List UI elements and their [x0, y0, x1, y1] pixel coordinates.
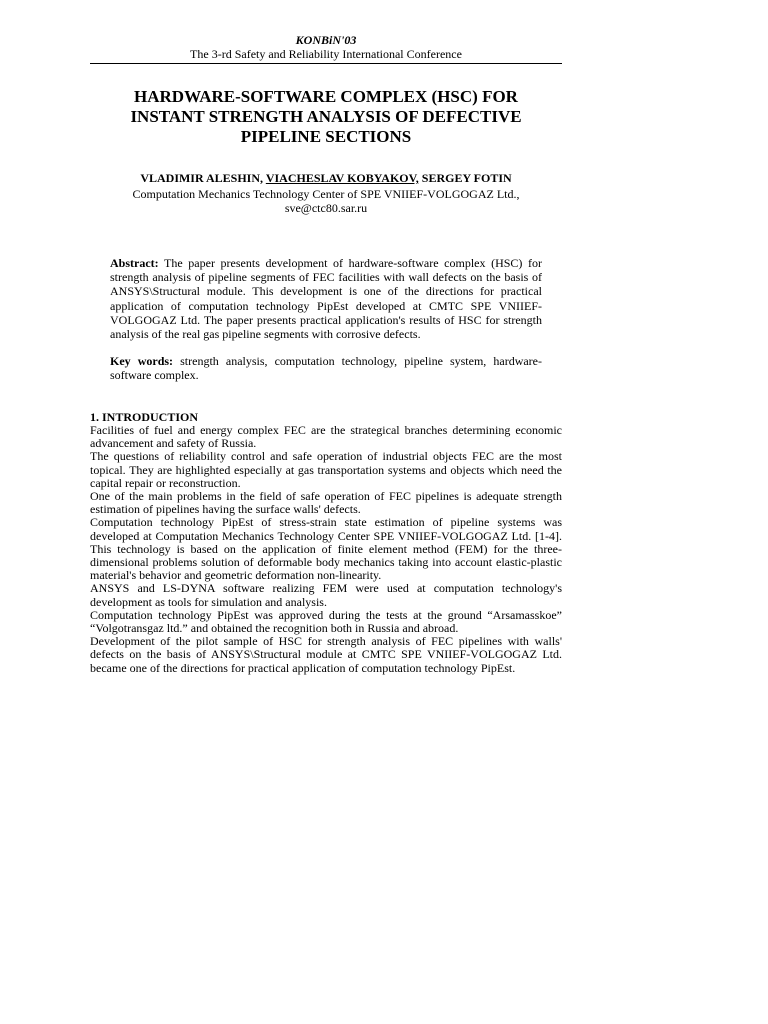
conference-short-name: KONBiN'03 [295, 33, 357, 47]
abstract-label: Abstract: [110, 256, 159, 270]
title-line-2: INSTANT STRENGTH ANALYSIS OF DEFECTIVE [130, 107, 522, 126]
introduction-body [90, 424, 562, 675]
paper-title [90, 87, 562, 147]
body-paragraph: ANSYS and LS-DYNA software realizing FEM were used at computation technology's development as tools for simulation and analysis. [90, 581, 562, 609]
body-paragraph: Computation technology PipEst of stress-strain state estimation of pipeline systems was developed at Computation Mechanics Technology Center SPE VNIIEF-VOLGOGAZ Ltd. [1-4]. This technology is based on the application of finite element method (FEM) for the three-dimensional problems solution of deformable body mechanics taking into account elastic-plastic material's behavior and geometric deformation non-linearity. [90, 515, 562, 583]
header-rule [90, 63, 562, 64]
author-name: VLADIMIR ALESHIN, [140, 171, 264, 185]
keywords [110, 354, 542, 382]
body-paragraph: Development of the pilot sample of HSC for strength analysis of FEC pipelines with walls' defects on the basis of ANSYS\Structural module at CMTC SPE VNIIEF-VOLGOGAZ Ltd. became one of the directions for practical application of computation technology PipEst. [90, 634, 562, 675]
title-line-3: PIPELINE SECTIONS [240, 127, 412, 146]
affiliation [90, 187, 562, 215]
abstract-text: The paper presents development of hardware-software complex (HSC) for strength analysis of pipeline segments of FEC facilities with wall defects on the basis of ANSYS\Structural module. This development is one of the directions for practical application of computation technology PipEst developed at CMTC SPE VNIIEF-VOLGOGAZ Ltd. The paper presents practical application's results of HSC for strength analysis of the real gas pipeline segments with corrosive defects. [110, 256, 542, 342]
section-heading-introduction: 1. INTRODUCTION [90, 410, 199, 424]
running-header [90, 33, 562, 61]
keywords-label: Key words: [110, 354, 174, 368]
author-name: SERGEY FOTIN [421, 171, 512, 185]
keywords-text: strength analysis, computation technology, pipeline system, hardware-software complex. [110, 354, 542, 383]
affiliation-email: sve@ctc80.sar.ru [284, 201, 368, 215]
body-paragraph: Facilities of fuel and energy complex FEC are the strategical branches determining economic advancement and safety of Russia. [90, 423, 562, 451]
abstract [110, 256, 542, 341]
body-paragraph: One of the main problems in the field of safe operation of FEC pipelines is adequate strength estimation of pipelines having the surface walls' defects. [90, 489, 562, 517]
conference-full-name: The 3-rd Safety and Reliability International Conference [190, 47, 462, 61]
title-line-1: HARDWARE-SOFTWARE COMPLEX (HSC) FOR [134, 87, 518, 106]
body-paragraph: The questions of reliability control and safe operation of industrial objects FEC are the most topical. They are highlighted especially at gas transportation systems and objects which need the capital repair or reconstruction. [90, 449, 562, 490]
author-name-underlined: VIACHESLAV KOBYAKOV, [265, 171, 419, 185]
author-list [90, 171, 562, 185]
affiliation-institution: Computation Mechanics Technology Center of SPE VNIIEF-VOLGOGAZ Ltd., [132, 187, 520, 201]
body-paragraph: Computation technology PipEst was approved during the tests at the ground “Arsamasskoe” “Volgotransgaz ltd.” and obtained the recognition both in Russia and abroad. [90, 607, 562, 636]
